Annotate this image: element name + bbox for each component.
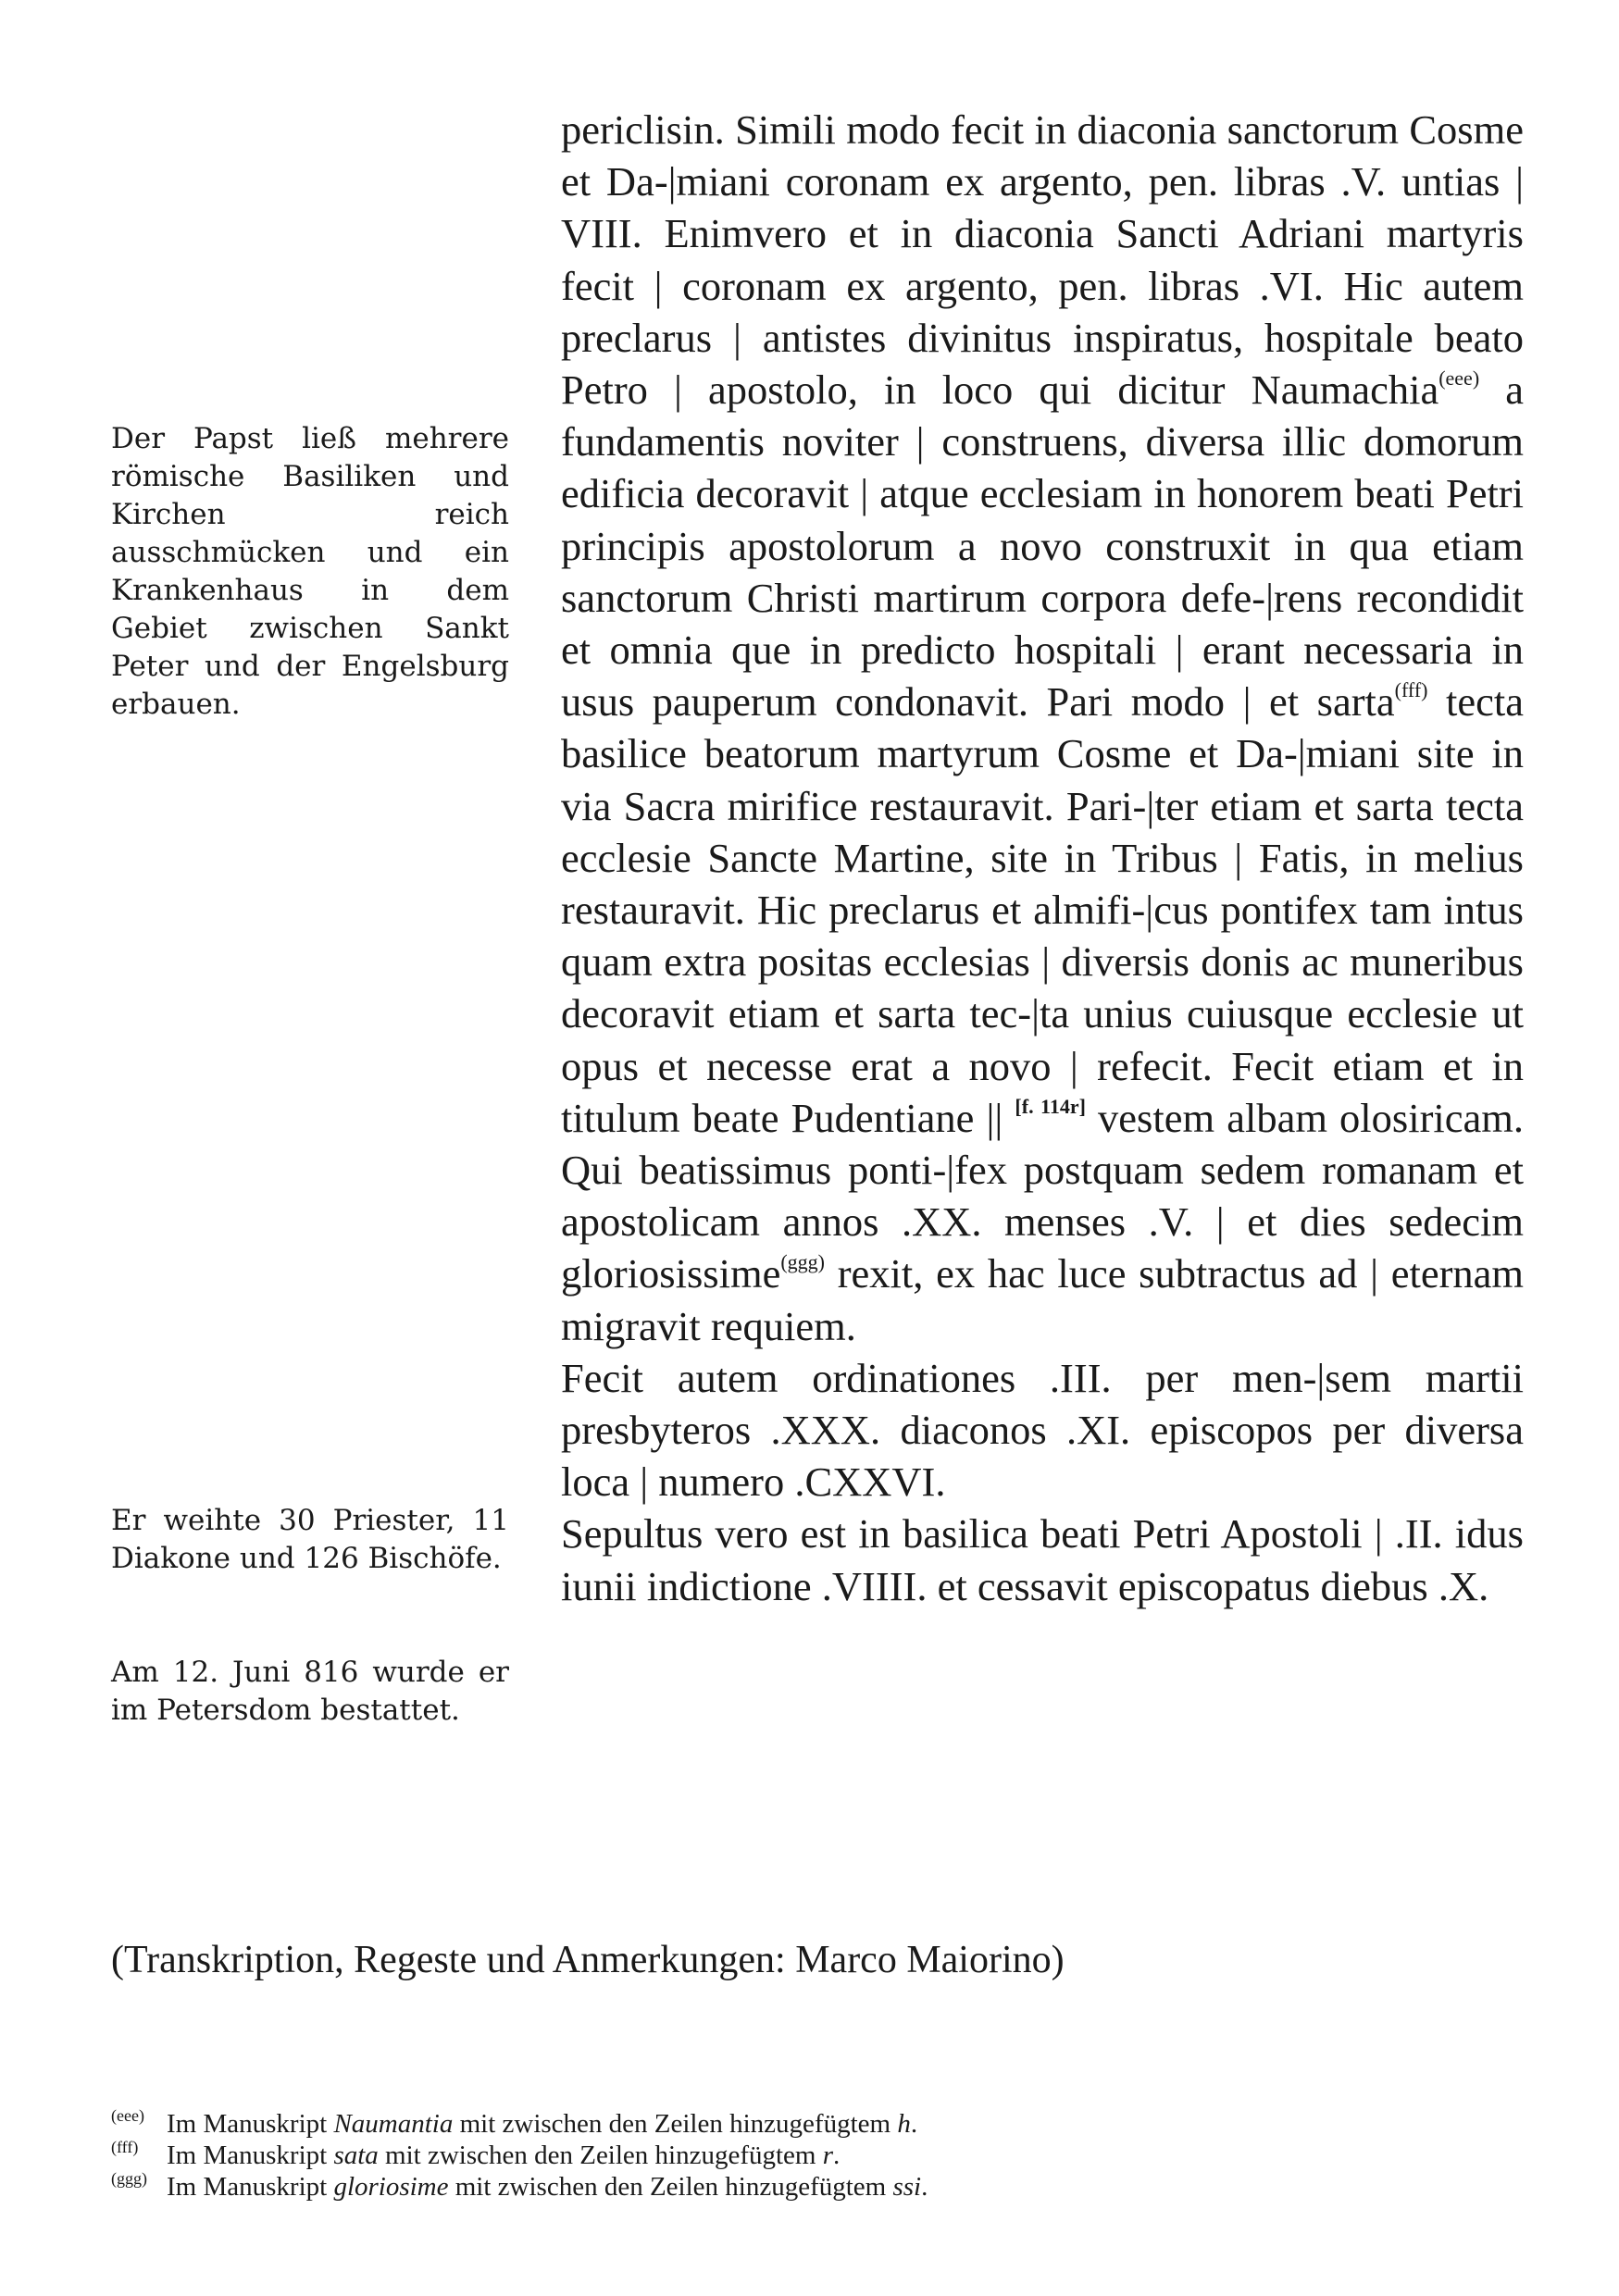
- text-run: tecta basilice beatorum martyrum Cosme et Da-|miani site in via Sacra mirifice restauravit. Pari-|ter etiam et sarta tecta ecclesie Sancte Martine, site in Tribus | Fatis, in melius restauravit. Hic preclarus et almifi-|cus pontifex tam intus quam extra positas ecclesias | diversis donis ac muneribus decoravit etiam et sarta tec-|ta unius cuiusque ecclesie ut opus et necesse erat a novo | refecit. Fecit etiam et in titulum beate Pudentiane ||: [561, 678, 1525, 1141]
- margin-note-burial: Am 12. Juni 816 wurde er im Petersdom bestattet.: [111, 1656, 509, 1727]
- footnote-text: .: [921, 2172, 928, 2202]
- footnote-addition: ssi: [892, 2172, 922, 2202]
- margin-note-ordinations: Er weihte 30 Priester, 11 Diakone und 126 Bischöfe.: [111, 1504, 509, 1575]
- footnote-text: .: [833, 2141, 841, 2170]
- footnote-ggg: $^{(ggg)}$ Im Manuskript gloriosime mit zwischen den Zeilen hinzugefügtem ssi.: [111, 2169, 928, 2202]
- footnote-fff: $^{(fff)}$ Im Manuskript sata mit zwischen den Zeilen hinzugefügtem r.: [111, 2138, 841, 2170]
- transcription-paragraph: [561, 104, 1524, 1352]
- footnote-text: .: [910, 2109, 918, 2139]
- text-run: periclisin. Simili modo fecit in diaconia sanctorum Cosme et Da-|miani coronam ex argento, pen. libras .V. untias | VIII. Enimvero et in diaconia Sancti Adriani martyris fecit | coronam ex argento, pen. libras .VI. Hic autem preclarus | antistes divinitus inspiratus, hospitale beato Petro | apostolo, in loco qui dicitur Naumachia: [561, 106, 1524, 414]
- footnote-term: Naumantia: [333, 2109, 454, 2139]
- footnote-text: mit zwischen den Zeilen hinzugefügtem: [453, 2109, 898, 2139]
- footnote-term: gloriosime: [333, 2172, 449, 2202]
- footnote-addition: r: [822, 2141, 834, 2170]
- text-run: vestem albam olosiricam. Qui beatissimus ponti-|fex postquam sedem romanam et apostolicam annos .XX. menses .V. | et dies sedecim gloriosissime: [561, 1094, 1525, 1297]
- folio-marker: [f. 114r]: [1015, 1094, 1086, 1118]
- footnote-addition: h: [897, 2109, 911, 2139]
- footnote-text: Im Manuskript: [167, 2172, 334, 2202]
- footnote-text: mit zwischen den Zeilen hinzugefügtem: [448, 2172, 893, 2202]
- text-run: a fundamentis noviter | construens, diversa illic domorum edificia decoravit | atque ecclesiam in honorem beati Petri principis apostolorum a novo construxit in qua etiam sanctorum Christi martirum corpora defe-|rens recondidit et omnia que in predicto hospitali | erant necessaria in usus pauperum condonavit. Pari modo | et sarta: [561, 366, 1524, 726]
- footnote-text: Im Manuskript: [167, 2141, 334, 2170]
- transcription-paragraph-ordinations: Fecit autem ordinationes .III. per men-|sem martii presbyteros .XXX. diaconos .XI. episcopos per diversa loca | numero .CXXVI.: [561, 1354, 1524, 1506]
- text-run: rexit, ex hac luce subtractus ad | eternam migravit requiem.: [561, 1250, 1524, 1349]
- margin-note-summary: Der Papst ließ mehrere römische Basiliken und Kirchen reich ausschmücken und ein Krankenhaus in dem Gebiet zwischen Sankt Peter und der Engelsburg erbauen.: [111, 422, 509, 721]
- footnote-ref-eee: (eee): [1438, 366, 1480, 391]
- footnote-ref-fff: (fff): [1394, 678, 1428, 702]
- footnote-eee: $^{(eee)}$ Im Manuskript Naumantia mit zwischen den Zeilen hinzugefügtem h.: [111, 2106, 918, 2139]
- credit-line: (Transkription, Regeste und Anmerkungen: Marco Maiorino): [111, 1939, 1065, 1981]
- footnote-text: mit zwischen den Zeilen hinzugefügtem: [378, 2141, 823, 2170]
- footnotes: [111, 2108, 1407, 2203]
- transcription-paragraph-burial: Sepultus vero est in basilica beati Petri Apostoli | .II. idus iunii indictione .VIIII. et cessavit episcopatus diebus .X.: [561, 1510, 1524, 1609]
- footnote-ref-ggg: (ggg): [780, 1250, 825, 1274]
- footnote-text: Im Manuskript: [167, 2109, 334, 2139]
- transcription-body: [561, 104, 1524, 1612]
- footnote-term: sata: [333, 2141, 379, 2170]
